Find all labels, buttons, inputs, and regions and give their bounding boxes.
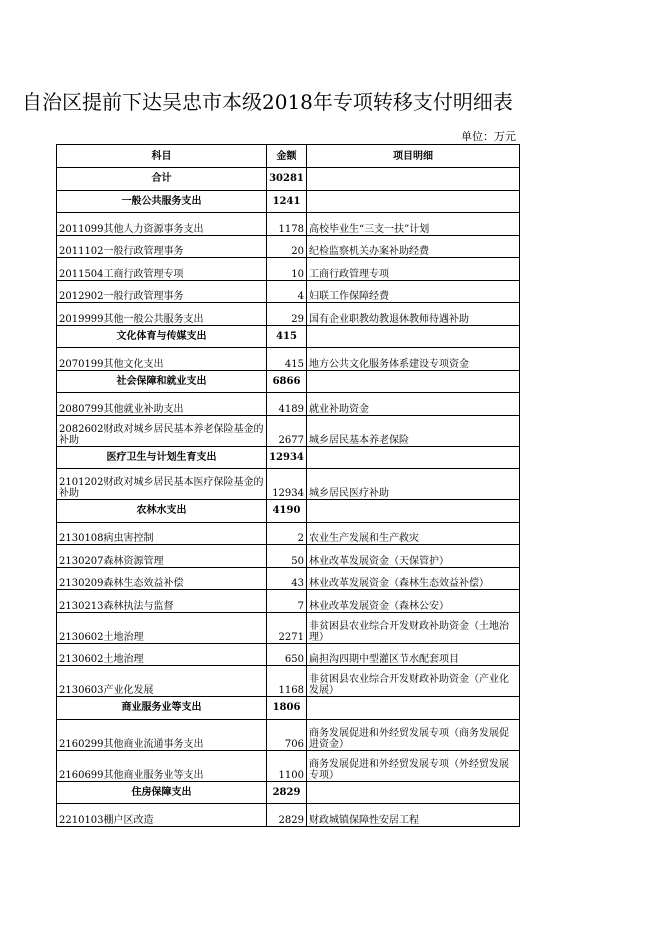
detail-cell [307, 697, 520, 720]
table-row [57, 393, 520, 416]
amount-cell: 30281 [267, 168, 307, 191]
subject-cell: 农林水支出 [57, 500, 267, 523]
category-row [57, 446, 520, 469]
table-row [57, 303, 520, 326]
detail-cell [307, 781, 520, 804]
detail-cell: 林业改革发展资金（森林生态效益补偿） [307, 567, 520, 590]
table-header-row [57, 145, 520, 168]
detail-cell: 财政城镇保障性安居工程 [307, 804, 520, 827]
amount-cell: 4 [267, 280, 307, 303]
amount-cell: 1100 [267, 750, 307, 781]
detail-cell [307, 500, 520, 523]
subject-cell: 2011102一般行政管理事务 [57, 235, 267, 258]
amount-cell: 4190 [267, 500, 307, 523]
detail-cell: 城乡居民医疗补助 [307, 469, 520, 500]
detail-cell [307, 446, 520, 469]
detail-cell: 城乡居民基本养老保险 [307, 415, 520, 446]
category-row [57, 325, 520, 348]
subject-cell: 2011099其他人力资源事务支出 [57, 213, 267, 236]
amount-cell: 2271 [267, 612, 307, 643]
table-row [57, 348, 520, 371]
table-row [57, 235, 520, 258]
amount-cell: 2829 [267, 781, 307, 804]
category-row [57, 500, 520, 523]
detail-cell: 林业改革发展资金（天保管护） [307, 545, 520, 568]
table-row [57, 666, 520, 697]
detail-cell: 非贫困县农业综合开发财政补助资金（产业化发展） [307, 666, 520, 697]
detail-cell: 非贫困县农业综合开发财政补助资金（土地治理） [307, 612, 520, 643]
amount-cell: 1168 [267, 666, 307, 697]
detail-cell [307, 168, 520, 191]
subject-cell: 商业服务业等支出 [57, 697, 267, 720]
table-row [57, 258, 520, 281]
amount-cell: 2829 [267, 804, 307, 827]
category-row [57, 697, 520, 720]
table-row [57, 750, 520, 781]
amount-cell: 415 [267, 325, 307, 348]
table-row [57, 469, 520, 500]
amount-cell: 4189 [267, 393, 307, 416]
table-row [57, 415, 520, 446]
subject-cell: 2130213森林执法与监督 [57, 590, 267, 613]
amount-cell: 415 [267, 348, 307, 371]
subject-cell: 社会保障和就业支出 [57, 370, 267, 393]
subject-cell: 2130108病虫害控制 [57, 522, 267, 545]
detail-cell [307, 190, 520, 213]
category-row [57, 190, 520, 213]
detail-cell [307, 370, 520, 393]
amount-cell: 6866 [267, 370, 307, 393]
detail-cell: 地方公共文化服务体系建设专项资金 [307, 348, 520, 371]
amount-cell: 706 [267, 719, 307, 750]
transfer-payment-table [56, 144, 520, 827]
detail-cell: 工商行政管理专项 [307, 258, 520, 281]
subject-cell: 合计 [57, 168, 267, 191]
subject-cell: 2019999其他一般公共服务支出 [57, 303, 267, 326]
amount-cell: 29 [267, 303, 307, 326]
detail-cell: 农业生产发展和生产救灾 [307, 522, 520, 545]
detail-cell: 纪检监察机关办案补助经费 [307, 235, 520, 258]
subject-cell: 2160699其他商业服务业等支出 [57, 750, 267, 781]
subject-cell: 2130602土地治理 [57, 612, 267, 643]
detail-cell: 高校毕业生“三支一扶”计划 [307, 213, 520, 236]
detail-cell: 扁担沟四期中型灌区节水配套项目 [307, 643, 520, 666]
detail-cell: 商务发展促进和外经贸发展专项（外经贸发展专项） [307, 750, 520, 781]
table-row [57, 643, 520, 666]
subject-cell: 2130209森林生态效益补偿 [57, 567, 267, 590]
header-detail: 项目明细 [307, 145, 520, 168]
amount-cell: 50 [267, 545, 307, 568]
category-row [57, 781, 520, 804]
detail-cell [307, 325, 520, 348]
table-row [57, 522, 520, 545]
amount-cell: 12934 [267, 446, 307, 469]
category-row [57, 370, 520, 393]
amount-cell: 20 [267, 235, 307, 258]
subject-cell: 2070199其他文化支出 [57, 348, 267, 371]
table-row [57, 590, 520, 613]
detail-cell: 林业改革发展资金（森林公安） [307, 590, 520, 613]
amount-cell: 1806 [267, 697, 307, 720]
subject-cell: 2012902一般行政管理事务 [57, 280, 267, 303]
amount-cell: 10 [267, 258, 307, 281]
amount-cell: 1178 [267, 213, 307, 236]
header-amount: 金额 [267, 145, 307, 168]
amount-cell: 12934 [267, 469, 307, 500]
subject-cell: 2011504工商行政管理专项 [57, 258, 267, 281]
table-row [57, 719, 520, 750]
amount-cell: 2677 [267, 415, 307, 446]
table-row [57, 213, 520, 236]
subject-cell: 医疗卫生与计划生育支出 [57, 446, 267, 469]
table-row [57, 567, 520, 590]
detail-cell: 商务发展促进和外经贸发展专项（商务发展促进资金） [307, 719, 520, 750]
amount-cell: 650 [267, 643, 307, 666]
subject-cell: 文化体育与传媒支出 [57, 325, 267, 348]
detail-cell: 就业补助资金 [307, 393, 520, 416]
table-row [57, 280, 520, 303]
amount-cell: 7 [267, 590, 307, 613]
page-title: 自治区提前下达吴忠市本级2018年专项转移支付明细表 [22, 90, 513, 114]
subject-cell: 2082602财政对城乡居民基本养老保险基金的补助 [57, 415, 267, 446]
detail-cell: 国有企业职教幼教退休教师待遇补助 [307, 303, 520, 326]
category-row [57, 168, 520, 191]
amount-cell: 2 [267, 522, 307, 545]
amount-cell: 43 [267, 567, 307, 590]
subject-cell: 2210103棚户区改造 [57, 804, 267, 827]
subject-cell: 2130603产业化发展 [57, 666, 267, 697]
subject-cell: 2160299其他商业流通事务支出 [57, 719, 267, 750]
subject-cell: 住房保障支出 [57, 781, 267, 804]
amount-cell: 1241 [267, 190, 307, 213]
subject-cell: 2130602土地治理 [57, 643, 267, 666]
subject-cell: 2101202财政对城乡居民基本医疗保险基金的补助 [57, 469, 267, 500]
header-subject: 科目 [57, 145, 267, 168]
subject-cell: 2130207森林资源管理 [57, 545, 267, 568]
unit-label: 单位：万元 [461, 130, 516, 143]
table-row [57, 804, 520, 827]
table-row [57, 612, 520, 643]
detail-cell: 妇联工作保障经费 [307, 280, 520, 303]
subject-cell: 一般公共服务支出 [57, 190, 267, 213]
subject-cell: 2080799其他就业补助支出 [57, 393, 267, 416]
table-row [57, 545, 520, 568]
